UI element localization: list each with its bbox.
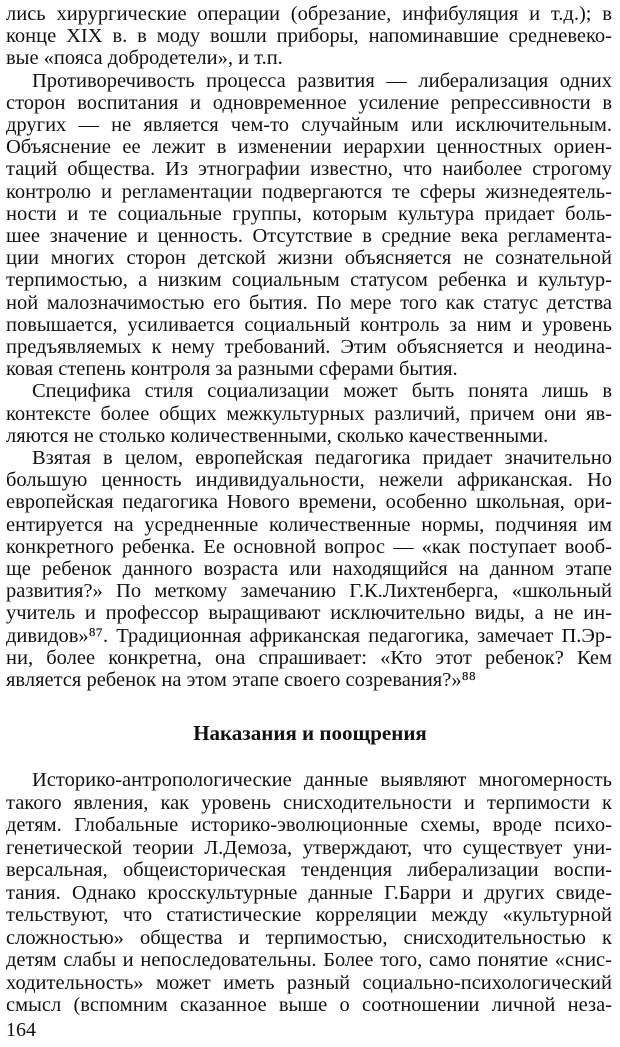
text-line: сторон воспитания и одновременное усиление репрессивности в [6, 91, 612, 114]
text-line: развития?» По меткому замечанию Г.К.Лихтенберга, «школьный [6, 580, 612, 603]
text-line: контролю и регламентации подвергаются те сферы жизнедеятель- [6, 180, 612, 203]
text-line: предъявляемых к нему требований. Этим объясняется и неодина- [6, 336, 612, 358]
text-line: детям слабы и непоследовательны. Более того, само понятие «снис- [6, 949, 612, 971]
text-line: вые «пояса добродетели», и т.п. [6, 47, 283, 70]
text-line: конкретного ребенка. Ее основной вопрос — «как поступает вооб- [6, 535, 612, 558]
text-line: Взятая в целом, европейская педагогика придает значительно [32, 447, 612, 469]
text-line: Объяснение ее лежит в изменении иерархии ценностных ориен- [6, 136, 612, 159]
text-line: ходительность» может иметь разный социально-психологический [6, 971, 612, 994]
text-line: лись хирургические операции (обрезание, инфибуляция и т.д.); в [6, 3, 612, 25]
text-line: такого явления, как уровень снисходительности и терпимости к [6, 791, 612, 814]
text-line: таций общества. Из этнографии известно, что наиболее строгому [6, 158, 612, 181]
text-line: версальная, общеисторическая тенденция либерализации воспи- [6, 859, 612, 881]
text-line: ции многих сторон детской жизни объясняется не сознательной [6, 247, 612, 270]
text-line: большую ценность индивидуальности, нежели африканская. Но [6, 469, 612, 492]
text-line: генетической теории Л.Демоза, утверждают, что существует уни- [6, 836, 612, 859]
text-line: дивидов»⁸⁷. Традиционная африканская педагогика, замечает П.Эр- [6, 624, 612, 647]
text-line: Противоречивость процесса развития — либерализация одних [32, 69, 612, 92]
text-line: является ребенок на этом этапе своего созревания?»⁸⁸ [6, 669, 476, 691]
text-line: ляются не столько количественными, сколько качественными. [6, 424, 549, 447]
text-line: терпимостью, а низким социальным статусом ребенка и культур- [6, 269, 612, 292]
text-line: смысл (вспомним сказанное выше о соотношении личной неза- [6, 994, 612, 1016]
page-number: 164 [6, 1019, 36, 1041]
text-line: детям. Глобальные историко-эволюционные схемы, вроде психо- [6, 814, 612, 836]
text-line: ковая степень контроля за разными сферами бытия. [6, 358, 458, 381]
text-line: других — не является чем-то случайным или исключительным. [6, 114, 612, 136]
text-line: ной малозначимостью его бытия. По мере того как статус детства [6, 291, 612, 314]
text-line: ентируется на усредненные количественные нормы, подчиняя им [6, 513, 612, 536]
text-line: ще ребенок данного возраста или находящийся на данном этапе [6, 558, 612, 580]
text-line: европейская педагогика Нового времени, особенно школьная, ори- [6, 491, 612, 514]
text-line: тельствуют, что статистические корреляции между «культурной [6, 904, 612, 926]
text-line: Специфика стиля социализации может быть понята лишь в [32, 380, 612, 403]
text-line: сложностью» общества и терпимостью, снисходительностью к [6, 926, 612, 949]
text-line: ни, более конкретна, она спрашивает: «Кто этот ребенок? Кем [6, 646, 612, 669]
text-line: конце XIX в. в моду вошли приборы, напоминавшие средневеко- [6, 25, 612, 48]
text-line: повышается, усиливается социальный контроль за ним и уровень [6, 313, 612, 336]
text-line: контексте более общих межкультурных различий, причем они яв- [6, 402, 612, 425]
section-heading: Наказания и поощрения [193, 721, 427, 745]
text-line: шее значение и ценность. Отсутствие в средние века регламента- [6, 225, 612, 247]
text-line: тания. Однако кросскультурные данные Г.Барри и других свиде- [6, 881, 612, 904]
text-line: Историко-антропологические данные выявляют многомерность [32, 769, 612, 791]
text-line: учитель и профессор выращивают исключительно виды, а не ин- [6, 602, 612, 625]
text-line: ности и те социальные группы, которым культура придает боль- [6, 202, 612, 225]
